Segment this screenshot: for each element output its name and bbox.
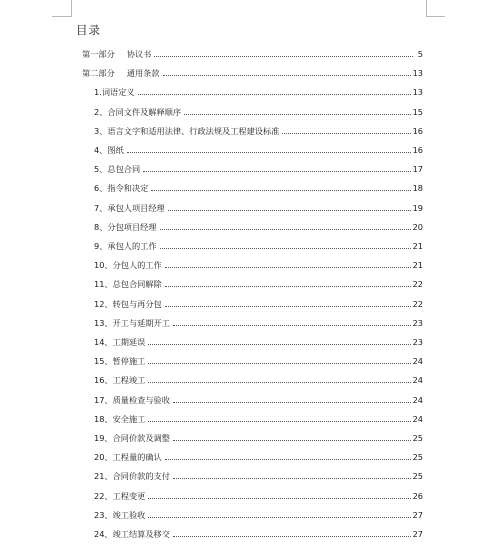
- toc-entry-number: 2、: [94, 106, 108, 117]
- toc-entry-title: 语言文字和适用法律、行政法规及工程建设标准: [107, 125, 280, 136]
- toc-dot-leader: [143, 171, 410, 172]
- toc-entry[interactable]: [94, 315, 423, 329]
- toc-dot-leader: [138, 94, 411, 95]
- toc-dot-leader: [148, 382, 410, 383]
- toc-entry-number: 1.: [94, 87, 102, 98]
- toc-entry-number: 18、: [94, 413, 113, 424]
- toc-entry-title: 暂停施工: [112, 356, 146, 367]
- toc-dot-leader: [173, 478, 411, 479]
- toc-entry[interactable]: [94, 372, 423, 386]
- toc-entry-title: 工程量的确认: [112, 452, 162, 463]
- toc-entry-number: 5、: [94, 164, 108, 175]
- toc-entry-number: 10、: [94, 260, 113, 271]
- toc-dot-leader: [173, 440, 411, 441]
- toc-dot-leader: [184, 114, 410, 115]
- toc-dot-leader: [165, 306, 411, 307]
- toc-entry-page: 16: [412, 125, 423, 136]
- toc-entry[interactable]: [94, 334, 423, 348]
- toc-entry[interactable]: [94, 161, 423, 175]
- toc-entry[interactable]: [94, 200, 423, 214]
- toc-entry-page: 19: [412, 202, 423, 213]
- toc-entry-page: 24: [412, 394, 423, 405]
- toc-entry[interactable]: [94, 123, 423, 137]
- toc-entry-page: 5: [417, 49, 423, 59]
- toc-entry-number: 13、: [94, 317, 113, 328]
- toc-entry-title: 开工与延期开工: [112, 317, 170, 328]
- toc-entry-title: 工程变更: [112, 490, 146, 501]
- toc-entry-page: 21: [412, 241, 423, 251]
- toc-entry-title: 总包合同解除: [112, 279, 162, 290]
- toc-entry[interactable]: [94, 296, 423, 310]
- toc-entry-title: 竣工验收: [112, 509, 146, 520]
- toc-entry-page: 24: [412, 356, 423, 367]
- toc-entry-number: 9、: [94, 241, 108, 251]
- toc-entry-number: 17、: [94, 394, 113, 405]
- toc-entry-title: 指令和决定: [107, 183, 149, 194]
- toc-entry-number: 15、: [94, 356, 113, 367]
- toc-entry-page: 26: [412, 490, 423, 501]
- toc-entry-number: 22、: [94, 490, 113, 501]
- toc-dot-leader: [165, 286, 411, 287]
- toc-dot-leader: [154, 56, 413, 57]
- toc-entry-number: 19、: [94, 433, 113, 443]
- toc-dot-leader: [168, 210, 411, 211]
- toc-entry-page: 23: [412, 317, 423, 328]
- toc-entry-page: 22: [412, 298, 423, 309]
- toc-entry-title: 竣工结算及移交: [112, 529, 170, 539]
- toc-entry-title: 协议书: [126, 49, 152, 59]
- toc-dot-leader: [148, 344, 410, 345]
- toc-entry-page: 13: [412, 68, 423, 79]
- toc-entry-title: 质量检查与验收: [112, 394, 170, 405]
- toc-entry-number: 6、: [94, 183, 108, 194]
- toc-entry-title: 工期延误: [112, 337, 146, 347]
- toc-dot-leader: [165, 267, 411, 268]
- toc-entry-title: 合同价款及调整: [112, 433, 170, 443]
- toc-entry-number: 7、: [94, 202, 108, 213]
- toc-entry-page: 23: [412, 337, 423, 347]
- toc-dot-leader: [127, 152, 411, 153]
- crop-mark-top-left-horizontal: [52, 16, 71, 17]
- toc-dot-leader: [148, 363, 410, 364]
- toc-entry[interactable]: [94, 392, 423, 406]
- toc-entry-page: 20: [412, 221, 423, 232]
- toc-entry-number: 24、: [94, 529, 113, 539]
- toc-entry-title: 安全施工: [112, 413, 146, 424]
- toc-entry-page: 16: [412, 145, 423, 155]
- toc-entry[interactable]: [94, 257, 423, 271]
- toc-entry-number: 16、: [94, 375, 113, 386]
- toc-dot-leader: [173, 402, 411, 403]
- toc-entry[interactable]: [82, 65, 423, 79]
- crop-mark-top-left-vertical: [71, 0, 72, 17]
- toc-entry[interactable]: [94, 104, 423, 118]
- toc-entry[interactable]: [94, 411, 423, 425]
- toc-entry-page: 22: [412, 279, 423, 290]
- toc-entry-page: 15: [412, 106, 423, 117]
- toc-entry-number: 23、: [94, 509, 113, 520]
- toc-entry[interactable]: [94, 507, 423, 521]
- toc-dot-leader: [282, 133, 410, 134]
- toc-entry-page: 27: [412, 509, 423, 520]
- toc-title: 目录: [76, 23, 101, 37]
- toc-entry-number: 11、: [94, 279, 113, 290]
- toc-dot-leader: [173, 325, 411, 326]
- toc-entry-page: 24: [412, 413, 423, 424]
- toc-entry[interactable]: [94, 449, 423, 463]
- toc-entry-title: 词语定义: [101, 87, 135, 98]
- toc-dot-leader: [160, 229, 411, 230]
- toc-entry-title: 总包合同: [107, 164, 141, 175]
- toc-entry-title: 分包项目经理: [107, 221, 157, 232]
- toc-entry-page: 21: [412, 260, 423, 271]
- toc-entry-number: 3、: [94, 125, 108, 136]
- toc-entry-title: 分包人的工作: [112, 260, 162, 271]
- toc-entry[interactable]: [94, 488, 423, 502]
- toc-entry-title: 承包人项目经理: [107, 202, 165, 213]
- toc-entry-number: 21、: [94, 471, 113, 482]
- toc-dot-leader: [148, 517, 410, 518]
- toc-entry-title: 图纸: [107, 145, 124, 155]
- crop-mark-top-right-vertical: [426, 0, 427, 17]
- toc-entry-page: 25: [412, 471, 423, 482]
- toc-dot-leader: [163, 75, 411, 76]
- toc-entry[interactable]: [94, 276, 423, 290]
- toc-entry[interactable]: [94, 430, 423, 444]
- toc-entry-page: 18: [412, 183, 423, 194]
- toc-dot-leader: [148, 498, 410, 499]
- toc-dot-leader: [173, 536, 411, 537]
- toc-entry-title: 通用条款: [126, 68, 160, 79]
- toc-entry-page: 17: [412, 164, 423, 175]
- toc-entry-page: 24: [412, 375, 423, 386]
- toc-entry[interactable]: [94, 526, 423, 540]
- toc-entry-page: 27: [412, 529, 423, 539]
- toc-dot-leader: [151, 190, 410, 191]
- toc-entry-page: 25: [412, 452, 423, 463]
- toc-entry-number: 12、: [94, 298, 113, 309]
- toc-entry-number: 第一部分: [82, 49, 115, 59]
- crop-mark-top-right-horizontal: [426, 16, 445, 17]
- toc-entry[interactable]: [94, 219, 423, 233]
- toc-entry[interactable]: [94, 142, 423, 156]
- toc-entry-number: 4、: [94, 145, 108, 155]
- toc-entry[interactable]: [94, 84, 423, 98]
- toc-entry-number: 20、: [94, 452, 113, 463]
- toc-dot-leader: [160, 248, 411, 249]
- toc-entry[interactable]: [94, 238, 423, 252]
- toc-entry-number: 14、: [94, 337, 113, 347]
- toc-dot-leader: [165, 459, 411, 460]
- toc-entry-number: 第二部分: [82, 68, 115, 79]
- toc-entry-page: 25: [412, 433, 423, 443]
- toc-entry[interactable]: [82, 46, 423, 60]
- toc-entry-number: 8、: [94, 221, 108, 232]
- toc-dot-leader: [148, 421, 410, 422]
- toc-entry[interactable]: [94, 353, 423, 367]
- toc-entry-title: 工程竣工: [112, 375, 146, 386]
- toc-entry-title: 合同价款的支付: [112, 471, 170, 482]
- toc-entry[interactable]: [94, 468, 423, 482]
- toc-entry-title: 转包与再分包: [112, 298, 162, 309]
- toc-entry-title: 承包人的工作: [107, 241, 157, 251]
- toc-entry[interactable]: [94, 180, 423, 194]
- toc-entry-page: 13: [412, 87, 423, 98]
- toc-entry-title: 合同文件及解释顺序: [107, 106, 182, 117]
